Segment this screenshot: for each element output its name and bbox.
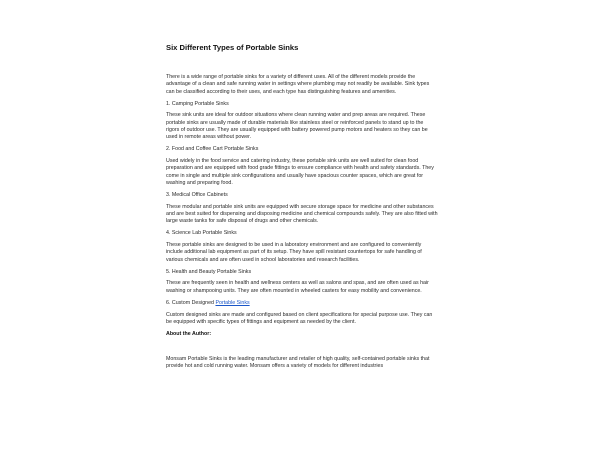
custom-heading-prefix: 6. Custom Designed <box>166 299 216 306</box>
article-title: Six Different Types of Portable Sinks <box>166 43 299 52</box>
section-heading-custom <box>166 300 438 307</box>
section-body-food-cart: Used widely in the food service and catering industry, these portable sink units are well suited for clean food preparation and are equipped with food grade fittings to ensure compliance with health and safety standards. They come in single and multiple sink configurations and usually have spacious counter spaces, which are great for washing and preparing food. <box>166 158 434 187</box>
author-paragraph: Monsam Portable Sinks is the leading manufacturer and retailer of high quality, self-contained portable sinks that provide hot and cold running water. Monsam offers a variety of models for different industries <box>166 356 430 370</box>
section-heading-camping: 1. Camping Portable Sinks <box>166 100 229 107</box>
article <box>166 43 438 375</box>
section-heading-medical: 3. Medical Office Cabinets <box>166 192 228 199</box>
author-heading: About the Author: <box>166 330 212 337</box>
section-body-medical: These modular and portable sink units are equipped with secure storage space for medicine and other substances and are best suited for dispensing and disposing medicine and chemical compounds safely. They are also fitted with large waste tanks for safe disposal of drugs and other chemicals. <box>166 203 438 225</box>
intro-paragraph: There is a wide range of portable sinks for a variety of different uses. All of the different models provide the advantage of a clean and safe running water in settings where plumbing may not readily be available. Sink types can be classified according to their uses, and each type has distinguishing features and amenities. <box>166 74 430 95</box>
section-body-camping: These sink units are ideal for outdoor situations where clean running water and prep areas are required. These portable sinks are usually made of durable materials like stainless steel or reinforced panels to stand up to the rigors of outdoor use. They are usually equipped with battery powered pump motors and heaters so they can be used in remote areas without power. <box>166 112 428 141</box>
portable-sinks-link[interactable]: Portable Sinks <box>215 299 250 306</box>
section-body-custom: Custom designed sinks are made and configured based on client specifications for special purpose use. They can be equipped with specific types of fittings and equipment as needed by the client. <box>166 311 433 325</box>
section-heading-health-beauty: 5. Health and Beauty Portable Sinks <box>166 268 252 275</box>
section-heading-food-cart: 2. Food and Coffee Cart Portable Sinks <box>166 146 259 153</box>
section-body-health-beauty: These are frequently seen in health and wellness centers as well as salons and spas, and are often used as hair washing or shampooing units. They are often mounted in wheeled casters for easy mobility and convenience. <box>166 280 429 294</box>
section-body-science-lab: These portable sinks are designed to be used in a laboratory environment and are configured to conveniently include additional lab equipment as part of its setup. They have spill resistant countertops for safe handling of various chemicals and are often used in school laboratories and research facilities. <box>166 242 422 263</box>
section-heading-science-lab: 4. Science Lab Portable Sinks <box>166 230 237 237</box>
